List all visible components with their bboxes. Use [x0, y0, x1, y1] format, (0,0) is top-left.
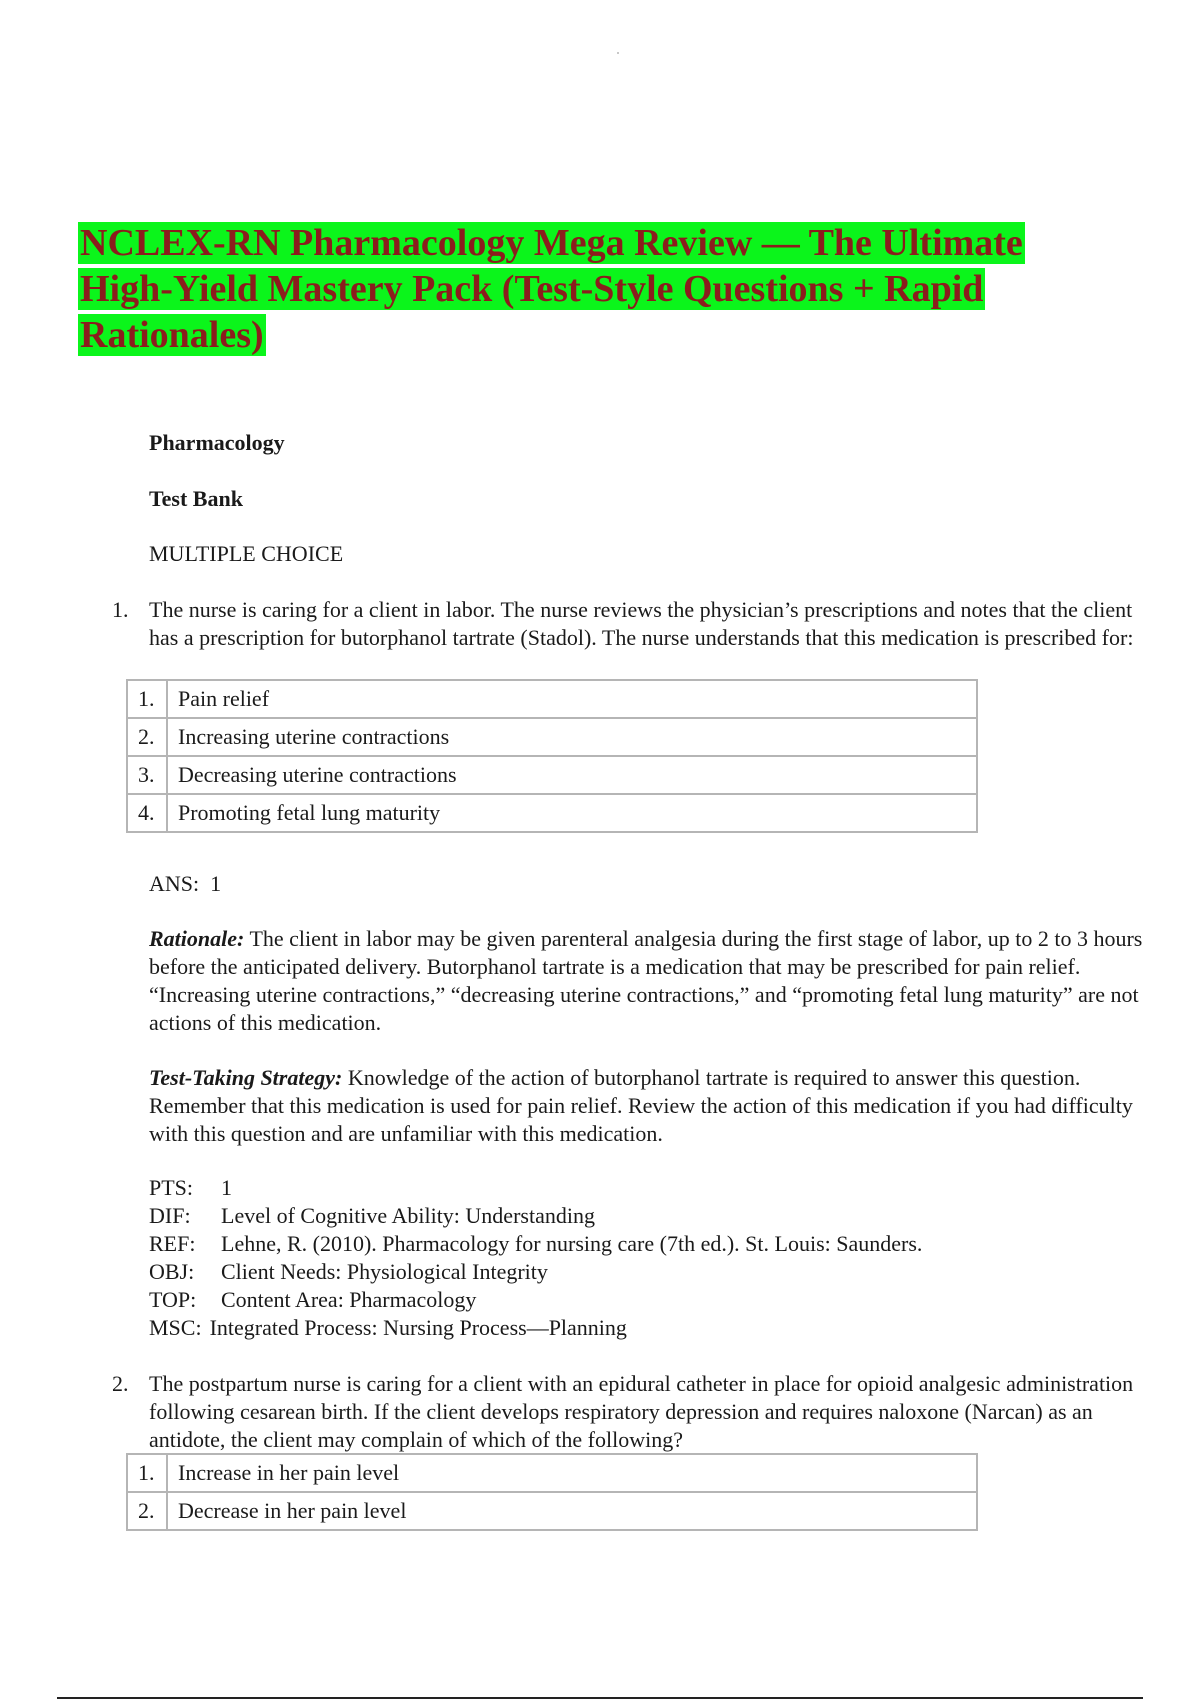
option-text: Pain relief — [167, 680, 977, 718]
speck — [617, 52, 619, 54]
option-text: Promoting fetal lung maturity — [167, 794, 977, 832]
question-stem: The nurse is caring for a client in labor. The nurse reviews the physician’s prescriptions and notes that the client has a prescription for butorphanol tartrate (Stadol). The nurse understands that this medication is prescribed for: — [149, 597, 1134, 650]
option-row[interactable] — [127, 1492, 977, 1530]
option-row[interactable] — [127, 718, 977, 756]
document-title — [78, 220, 1118, 358]
option-number: 4. — [127, 794, 167, 832]
option-row[interactable] — [127, 680, 977, 718]
option-row[interactable] — [127, 794, 977, 832]
option-number: 2. — [127, 1492, 167, 1530]
answer-label: ANS: — [149, 871, 200, 896]
rationale — [149, 925, 1159, 1037]
meta-top: TOP: Content Area: Pharmacology — [149, 1287, 477, 1312]
option-row[interactable] — [127, 756, 977, 794]
question-metadata — [149, 1174, 922, 1342]
option-text: Decreasing uterine contractions — [167, 756, 977, 794]
footer-rule — [57, 1697, 1143, 1699]
meta-obj: OBJ: Client Needs: Physiological Integrity — [149, 1259, 548, 1284]
answer-value: 1 — [210, 871, 222, 896]
strategy-text: Knowledge of the action of butorphanol tartrate is required to answer this question. Remember that this medication is used for pain relief. Review the action of this medication if you had difficulty with this question and are unfamiliar with this medication. — [149, 1065, 1133, 1146]
meta-pts: PTS: 1 — [149, 1175, 232, 1200]
meta-dif: DIF: Level of Cognitive Ability: Understanding — [149, 1203, 595, 1228]
title-highlight: NCLEX-RN Pharmacology Mega Review — The Ultimate High-Yield Mastery Pack (Test-Style Questions + Rapid Rationales) — [80, 222, 1023, 356]
option-text: Increase in her pain level — [167, 1454, 977, 1492]
question-stem: The postpartum nurse is caring for a client with an epidural catheter in place for opioid analgesic administration following cesarean birth. If the client develops respiratory depression and requires naloxone (Narcan) as an antidote, the client may complain of which of the following? — [149, 1371, 1134, 1452]
subject-heading: Pharmacology — [149, 430, 285, 455]
answer-line — [149, 871, 221, 897]
meta-ref: REF: Lehne, R. (2010). Pharmacology for nursing care (7th ed.). St. Louis: Saunders. — [149, 1231, 923, 1256]
options-table-1 — [126, 679, 978, 833]
option-number: 1. — [127, 1454, 167, 1492]
options-table-2 — [126, 1453, 978, 1531]
option-text: Increasing uterine contractions — [167, 718, 977, 756]
rationale-label: Rationale: — [149, 926, 245, 951]
rationale-text: The client in labor may be given parenteral analgesia during the first stage of labor, up to 2 to 3 hours before the anticipated delivery. Butorphanol tartrate is a medication that may be prescribed for pain relief. “Increasing uterine contractions,” “decreasing uterine contractions,” and “promoting fetal lung maturity” are not actions of this medication. — [149, 926, 1143, 1035]
strategy-label: Test-Taking Strategy: — [149, 1065, 343, 1090]
test-taking-strategy — [149, 1064, 1159, 1148]
option-number: 1. — [127, 680, 167, 718]
meta-msc: MSC: Integrated Process: Nursing Process—Planning — [149, 1315, 627, 1340]
option-number: 3. — [127, 756, 167, 794]
option-row[interactable] — [127, 1454, 977, 1492]
bank-heading: Test Bank — [149, 486, 243, 511]
option-text: Decrease in her pain level — [167, 1492, 977, 1530]
question-number: 1. — [112, 597, 129, 622]
option-number: 2. — [127, 718, 167, 756]
section-heading: MULTIPLE CHOICE — [149, 541, 344, 566]
question-number: 2. — [112, 1371, 129, 1396]
